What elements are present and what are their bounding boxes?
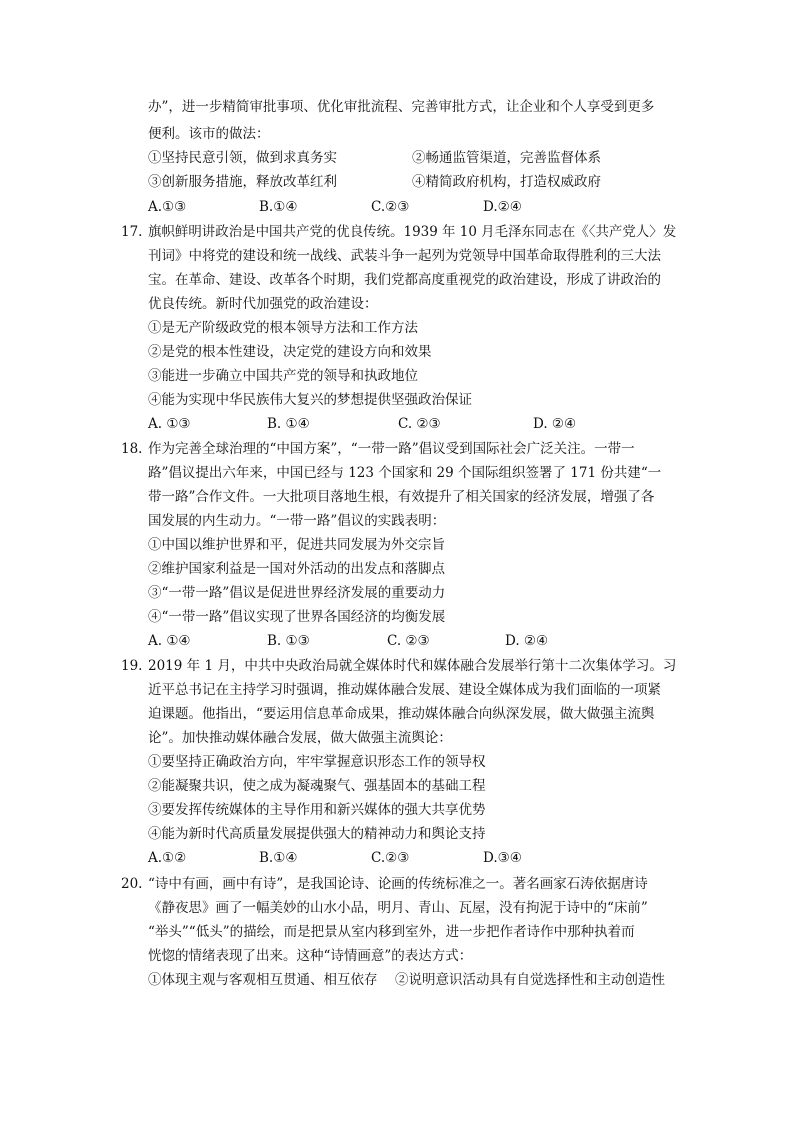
q18-choice-a: A. ①④ — [148, 633, 191, 649]
q18-option-4: ④“一带一路”倡议实现了世界各国经济的均衡发展 — [148, 609, 446, 625]
q16-choice-a: A.①③ — [148, 199, 187, 215]
q17-choice-c: C. ②③ — [398, 416, 441, 432]
q17-choice-a: A. ①③ — [148, 416, 191, 432]
q17-option-2: ②是党的根本性建设，决定党的建设方向和效果 — [148, 344, 432, 360]
q17-option-1: ①是无产阶级政党的根本领导方法和工作方法 — [148, 320, 418, 336]
q17-line-1: 旗帜鲜明讲政治是中国共产党的优良传统。1939 年 10 月毛泽东同志在《〈共产党人〉发 — [148, 224, 677, 240]
q19-line-2: 近平总书记在主持学习时强调，推动媒体融合发展、建设全媒体成为我们面临的一项紧 — [148, 682, 661, 698]
q16-choice-d: D.②④ — [483, 199, 522, 215]
q18-line-1: 作为完善全球治理的“中国方案”，“一带一路”倡议受到国际社会广泛关注。一带一 — [148, 441, 635, 457]
q19-line-4: 论”。加快推动媒体融合发展，做大做强主流舆论： — [148, 730, 452, 746]
q17-line-4: 优良传统。新时代加强党的政治建设： — [148, 296, 378, 312]
q18-choice-b: B. ①③ — [267, 633, 310, 649]
q19-choice-d: D.③④ — [483, 850, 522, 866]
q18-line-3: 带一路”合作文件。一大批项目落地生根，有效提升了相关国家的经济发展，增强了各 — [148, 489, 655, 505]
q20-number: 20. — [121, 876, 143, 892]
q16-choice-b: B.①④ — [259, 199, 298, 215]
q16-option-1: ①坚持民意引领，做到求真务实 — [148, 150, 337, 166]
q19-choice-b: B.①④ — [259, 850, 298, 866]
q19-option-2: ②能凝聚共识，使之成为凝魂聚气、强基固本的基础工程 — [148, 778, 486, 794]
q20-line-1: “诗中有画，画中有诗”，是我国论诗、论画的传统标准之一。著名画家石涛依据唐诗 — [148, 876, 648, 892]
q18-choice-c: C. ②③ — [387, 633, 430, 649]
q19-choice-a: A.①② — [148, 850, 187, 866]
q17-option-3: ③能进一步确立中国共产党的领导和执政地位 — [148, 368, 418, 384]
q19-number: 19. — [121, 658, 143, 674]
q18-option-2: ②维护国家利益是一国对外活动的出发点和落脚点 — [148, 561, 445, 577]
q17-option-4: ④能为实现中华民族伟大复兴的梦想提供坚强政治保证 — [148, 392, 472, 408]
q17-line-3: 宝。在革命、建设、改革各个时期，我们党都高度重视党的政治建设，形成了讲政治的 — [148, 272, 661, 288]
q19-option-3: ③要发挥传统媒体的主导作用和新兴媒体的强大共享优势 — [148, 802, 486, 818]
q18-number: 18. — [121, 441, 143, 457]
q20-line-4: 恍惚的情绪表现了出来。这种“诗情画意”的表达方式： — [148, 948, 473, 964]
q16-option-3: ③创新服务措施，释放改革红利 — [148, 174, 337, 190]
q16-line-2: 便利。该市的做法： — [148, 126, 270, 142]
q19-option-4: ④能为新时代高质量发展提供强大的精神动力和舆论支持 — [148, 826, 486, 842]
q19-line-3: 迫课题。他指出，“要运用信息革命成果，推动媒体融合向纵深发展，做大做强主流舆 — [148, 706, 655, 722]
q19-line-1: 2019 年 1 月，中共中央政治局就全媒体时代和媒体融合发展举行第十二次集体学习。习 — [148, 658, 677, 674]
q17-choice-d: D. ②④ — [533, 416, 577, 432]
q17-number: 17. — [121, 224, 143, 240]
q18-option-3: ③“一带一路”倡议是促进世界经济发展的重要动力 — [148, 585, 446, 601]
q20-line-3: “举头”“低头”的描绘，而是把景从室内移到室外，进一步把作者诗作中那种执着而 — [148, 924, 635, 940]
q17-line-2: 刊词》中将党的建设和统一战线、武装斗争一起列为党领导中国革命取得胜利的三大法 — [148, 248, 661, 264]
q16-line-1: 办”，进一步精简审批事项、优化审批流程、完善审批方式，让企业和个人享受到更多 — [148, 99, 655, 115]
q18-choice-d: D. ②④ — [505, 633, 549, 649]
q18-option-1: ①中国以维护世界和平，促进共同发展为外交宗旨 — [148, 537, 445, 553]
q18-line-4: 国发展的内生动力。“一带一路”倡议的实践表明： — [148, 513, 446, 529]
q20-option-2: ②说明意识活动具有自觉选择性和主动创造性 — [395, 972, 665, 988]
q20-option-1: ①体现主观与客观相互贯通、相互依存 — [148, 972, 378, 988]
q20-line-2: 《静夜思》画了一幅美妙的山水小品，明月、青山、瓦屋，没有拘泥于诗中的“床前” — [148, 900, 648, 916]
q18-line-2: 路”倡议提出六年来，中国已经与 123 个国家和 29 个国际组织签署了 171 份共建“一 — [148, 465, 662, 481]
q16-option-2: ②畅通监管渠道，完善监督体系 — [412, 150, 601, 166]
q16-choice-c: C.②③ — [371, 199, 410, 215]
q19-choice-c: C.②③ — [371, 850, 410, 866]
q19-option-1: ①要坚持正确政治方向，牢牢掌握意识形态工作的领导权 — [148, 754, 486, 770]
q17-choice-b: B. ①④ — [267, 416, 310, 432]
q16-option-4: ④精简政府机构，打造权威政府 — [412, 174, 601, 190]
